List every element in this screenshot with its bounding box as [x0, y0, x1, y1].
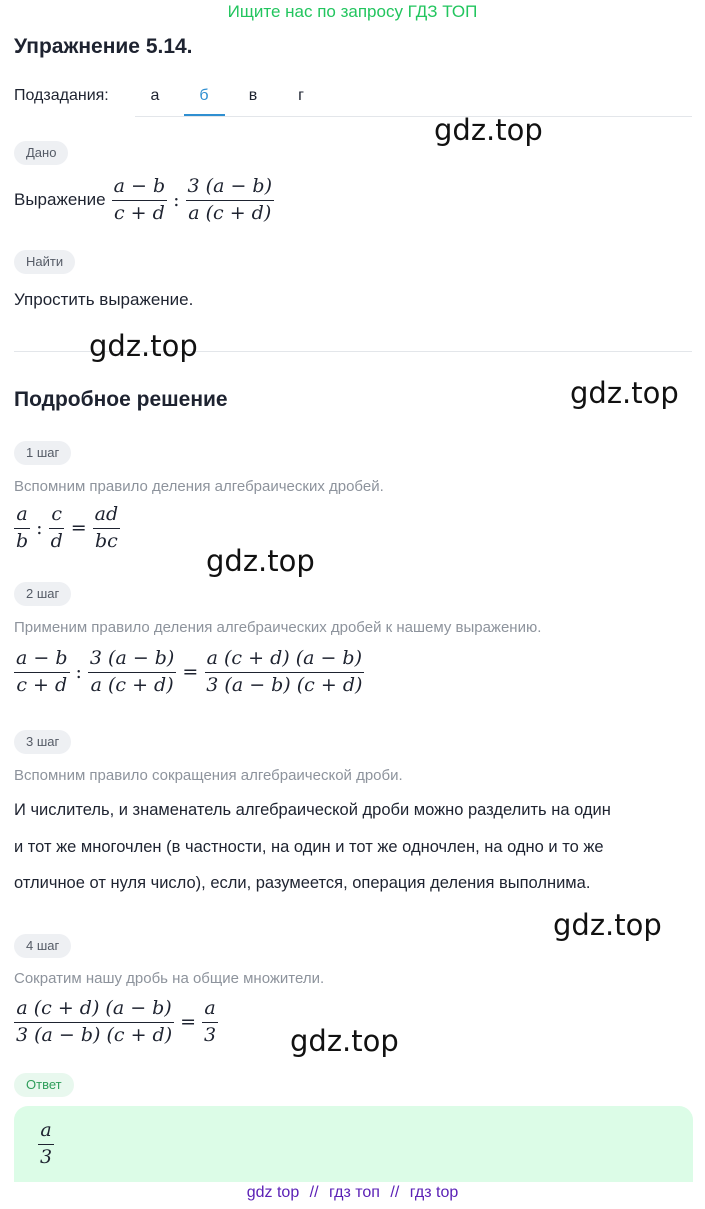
- step-3-text-line-3: отличное от нуля число), если, разумеется, операция деления выполнима.: [14, 874, 591, 892]
- watermark: gdz.top: [434, 113, 543, 147]
- fraction-denominator: 3: [204, 1023, 217, 1046]
- step-4-badge: 4 шаг: [14, 934, 71, 958]
- formula-fraction: [204, 648, 364, 697]
- watermark: gdz.top: [553, 908, 662, 942]
- fraction-numerator: a: [202, 998, 217, 1023]
- fraction-numerator: 3 (a − b): [88, 648, 176, 673]
- fraction-numerator: a: [38, 1120, 53, 1145]
- find-text: Упростить выражение.: [14, 290, 194, 309]
- answer-box: [14, 1106, 693, 1182]
- fraction-denominator: a (c + d): [188, 201, 272, 224]
- answer-fraction: [38, 1120, 54, 1169]
- fraction-numerator: a: [14, 504, 29, 529]
- solution-title: Подробное решение: [14, 388, 228, 411]
- formula-fraction: [49, 504, 65, 553]
- given-fraction-1: [112, 176, 168, 225]
- step-1-badge: 1 шаг: [14, 441, 71, 465]
- subtasks-label: Подзадания:: [14, 87, 109, 104]
- fraction-denominator: bc: [95, 529, 118, 552]
- step-3-text-line-2: и тот же многочлен (в частности, на один и тот же одночлен, на одно и то же: [14, 838, 604, 856]
- formula-fraction: [88, 648, 176, 697]
- formula-fraction: [93, 504, 121, 553]
- subtasks-divider: [135, 116, 692, 117]
- watermark: gdz.top: [206, 544, 315, 578]
- step-3-badge: 3 шаг: [14, 730, 71, 754]
- formula-fraction: [14, 998, 174, 1047]
- fraction-denominator: a (c + d): [90, 673, 174, 696]
- fraction-numerator: 3 (a − b): [186, 176, 274, 201]
- fraction-numerator: a − b: [112, 176, 168, 201]
- footer-link-2[interactable]: гдз топ: [329, 1184, 380, 1201]
- fraction-denominator: 3 (a − b) (c + d): [16, 1023, 173, 1046]
- step-1-formula: [14, 502, 120, 554]
- top-banner[interactable]: Ищите нас по запросу ГДЗ ТОП: [227, 2, 478, 21]
- fraction-numerator: a (c + d) (a − b): [14, 998, 173, 1023]
- footer-link-3[interactable]: гдз top: [409, 1184, 459, 1201]
- fraction-denominator: 3: [40, 1145, 53, 1168]
- division-operator: :: [36, 517, 43, 539]
- footer-separator: //: [309, 1184, 319, 1201]
- given-badge: Дано: [14, 141, 68, 165]
- footer-separator: //: [390, 1184, 400, 1201]
- find-badge: Найти: [14, 250, 75, 274]
- fraction-numerator: c: [49, 504, 64, 529]
- tab-v[interactable]: в: [248, 87, 258, 104]
- step-4-formula: [14, 994, 218, 1050]
- fraction-numerator: a − b: [14, 648, 70, 673]
- formula-fraction: [14, 504, 30, 553]
- given-expression: [14, 172, 274, 228]
- tab-b[interactable]: б: [199, 87, 209, 104]
- formula-fraction: [202, 998, 218, 1047]
- fraction-denominator: b: [16, 529, 29, 552]
- fraction-denominator: c + d: [16, 673, 68, 696]
- step-2-hint: Применим правило деления алгебраических дробей к нашему выражению.: [14, 619, 542, 636]
- fraction-numerator: a (c + d) (a − b): [205, 648, 364, 673]
- footer-link-1[interactable]: gdz top: [246, 1184, 300, 1201]
- equals-sign: =: [70, 517, 87, 539]
- answer-badge: Ответ: [14, 1073, 74, 1097]
- given-fraction-2: [186, 176, 274, 225]
- fraction-numerator: ad: [93, 504, 121, 529]
- given-prefix: Выражение: [14, 190, 106, 209]
- watermark: gdz.top: [290, 1024, 399, 1058]
- fraction-denominator: d: [50, 529, 63, 552]
- equals-sign: =: [182, 661, 199, 683]
- step-4-hint: Сократим нашу дробь на общие множители.: [14, 970, 325, 987]
- step-3-hint: Вспомним правило сокращения алгебраической дроби.: [14, 767, 403, 784]
- step-1-hint: Вспомним правило деления алгебраических дробей.: [14, 478, 384, 495]
- fraction-denominator: c + d: [113, 201, 165, 224]
- step-2-formula: [14, 644, 364, 700]
- watermark: gdz.top: [89, 329, 198, 363]
- page-title: Упражнение 5.14.: [14, 35, 193, 58]
- tab-a[interactable]: а: [150, 87, 160, 104]
- division-operator: :: [75, 661, 82, 683]
- step-3-text-line-1: И числитель, и знаменатель алгебраической дроби можно разделить на один: [14, 801, 611, 819]
- fraction-denominator: 3 (a − b) (c + d): [206, 673, 363, 696]
- tab-g[interactable]: г: [298, 87, 304, 104]
- watermark: gdz.top: [570, 376, 679, 410]
- formula-fraction: [14, 648, 70, 697]
- step-2-badge: 2 шаг: [14, 582, 71, 606]
- division-operator: :: [173, 189, 180, 211]
- footer-links: [0, 1184, 705, 1202]
- tab-b-underline: [184, 114, 225, 116]
- equals-sign: =: [180, 1011, 197, 1033]
